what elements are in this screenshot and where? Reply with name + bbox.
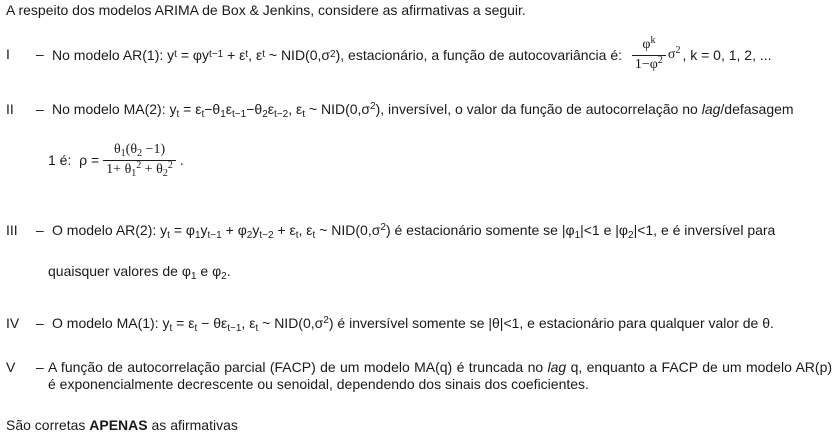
item-iii-dash: – <box>36 222 44 238</box>
item-i-text: No modelo AR(1): y t = φy t−1 + ε t , ε t ~ NID(0,σ 2 ) , estacionário, a função de autocovariância é: $\frac{\varphi^k}{1-\varphi^2}$ $\sigma^2$ , k = 0, 1, 2, ... <box>52 34 772 72</box>
autocovariance-formula: $\frac{\varphi^k}{1-\varphi^2}$ <box>632 37 666 74</box>
item-iii-label: III <box>6 222 18 238</box>
autocorrelation-formula: $\frac{\theta_1(\theta_2 -1)}{1+ \theta_1^2 + \theta_2^2}$ <box>103 142 176 179</box>
item-i-label: I <box>6 46 10 62</box>
item-iv-label: IV <box>6 315 20 331</box>
item-ii-dash: – <box>36 101 44 117</box>
intro-text: A respeito dos modelos ARIMA de Box & Jenkins, considere as afirmativas a seguir. <box>6 2 526 18</box>
item-ii-line2: 1 é: ρ = $\frac{\theta_1(\theta_2 -1)}{1+ \theta_1^2 + \theta_2^2}$ . <box>48 141 184 179</box>
item-ii-label: II <box>6 101 14 117</box>
item-iv-text: O modelo MA(1): $y_t = \varepsilon_t - \theta\varepsilon_{t-1}$, $\varepsilon_t$ ~ $NID(0,\sigma^2)$ é inversível somente se |θ|<1, e estacionário para qualquer valor de θ. <box>52 315 774 334</box>
closing-emphasis: APENAS <box>89 417 148 433</box>
item-iii-text: O modelo AR(2): $y_t = \varphi_1y_{t-1} + \varphi_2y_{t-2} + \varepsilon_t$, $\varepsilon_t$ ~ $NID(0,\sigma^2)$ é estacionário somente se $|\varphi_1|<1$ e $|\varphi_2|<1$, e é inversível para <box>52 222 776 241</box>
item-iii-line2: quaisquer valores de $\varphi_1$ e $\varphi_2$. <box>48 263 231 282</box>
item-iv-dash: – <box>36 315 44 331</box>
item-v-text: A função de autocorrelação parcial (FACP) de um modelo MA(q) é truncada no lag q, enquanto a FACP de um modelo AR(p) é exponencialmente decrescente ou senoidal, dependendo dos sinais dos coeficientes. <box>48 359 833 392</box>
closing-text: São corretas APENAS as afirmativas <box>6 417 238 433</box>
item-ii-text: No modelo MA(2): $y_t = \varepsilon_t-\theta_1\varepsilon_{t-1}-\theta_2\varepsilon_{t-2}$, $\varepsilon_t$ ~ $NID(0,\sigma^2)$, inversível, o valor da função de autocorrelação no lag/defasagem <box>52 101 794 120</box>
item-v-dash: – <box>36 359 44 375</box>
item-v-label: V <box>6 359 16 375</box>
item-i-dash: – <box>36 46 44 62</box>
